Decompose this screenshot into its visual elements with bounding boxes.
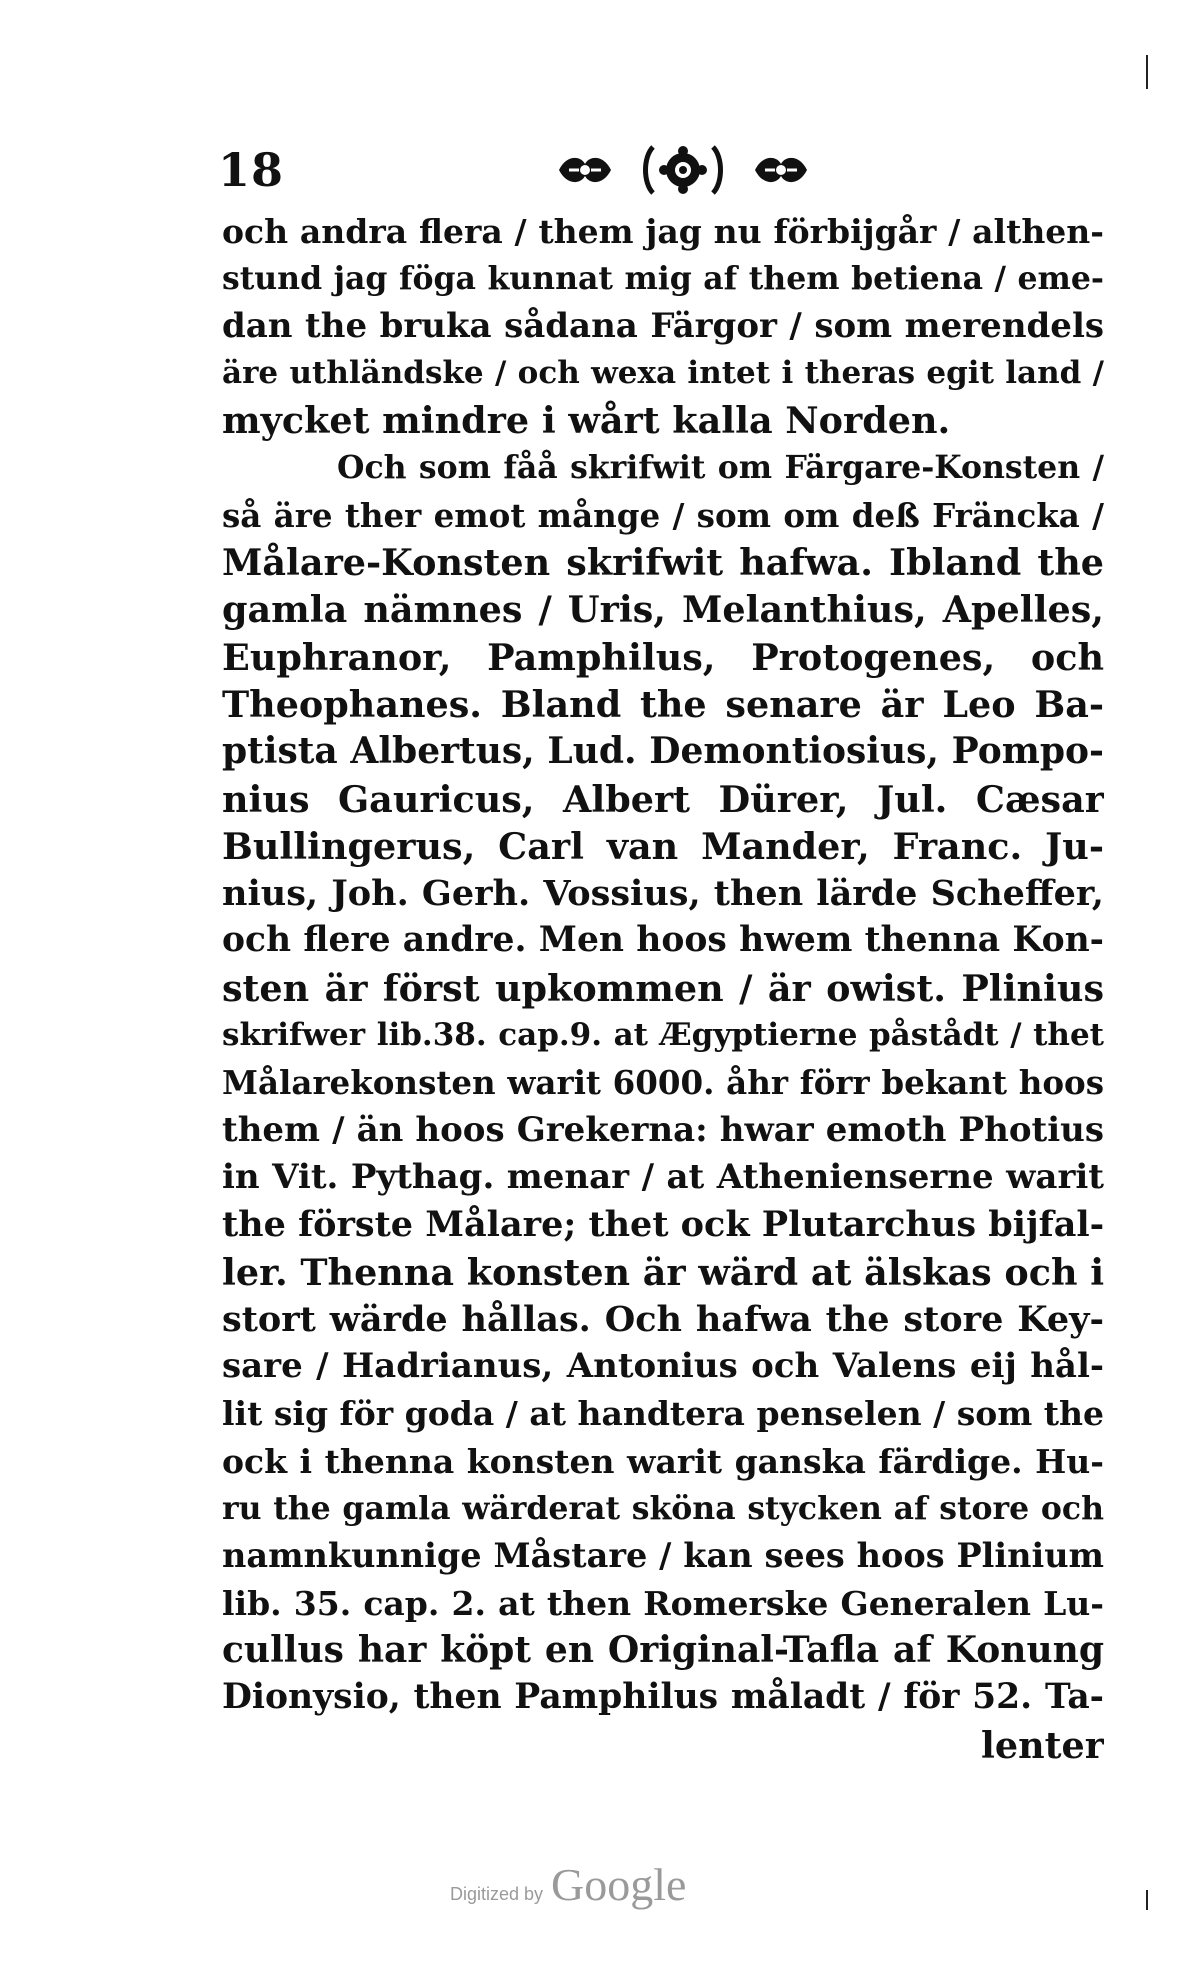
page-header (218, 135, 1098, 205)
center-rosette-icon (641, 143, 725, 197)
text-line: dan the bruka sådana Färgor / som merendels (222, 305, 1104, 346)
text-line: ptista Albertus, Lud. Demontiosius, Pompo- (222, 730, 1104, 773)
text-line: Dionysio, then Pamphilus måladt / för 52. Ta- (222, 1677, 1104, 1718)
page-number: 18 (218, 143, 285, 197)
header-ornament (523, 135, 843, 205)
watermark-prefix: Digitized by (450, 1884, 544, 1904)
right-fleuron-icon (751, 150, 811, 190)
paragraph-start-line: Och som fåå skrifwit om Färgare-Konsten / (337, 449, 1104, 487)
text-line: och flere andre. Men hoos hwem thenna Kon- (222, 920, 1104, 961)
text-line: äre uthländske / och wexa intet i theras egit land / (222, 354, 1104, 391)
scan-edge-mark (1146, 1890, 1148, 1910)
text-line: nius, Joh. Gerh. Vossius, then lärde Scheffer, (222, 873, 1104, 915)
text-line: Euphranor, Pamphilus, Protogenes, och (222, 635, 1104, 679)
text-line: gamla nämnes / Uris, Melanthius, Apelles, (222, 588, 1104, 632)
text-line: cullus har köpt en Original-Tafla af Konung (222, 1628, 1104, 1671)
text-line: sten är först upkommen / är owist. Plinius (222, 966, 1104, 1010)
text-line: stund jag föga kunnat mig af them betiena / eme- (222, 260, 1104, 298)
text-line: så äre ther emot månge / som om deß Fräncka / (222, 495, 1104, 535)
text-line: Bullingerus, Carl van Mander, Franc. Ju- (222, 824, 1104, 868)
text-line: nius Gauricus, Albert Dürer, Jul. Cæsar (222, 777, 1104, 821)
digitization-watermark (450, 1858, 730, 1918)
text-line: in Vit. Pythag. menar / at Athenienserne warit (222, 1156, 1104, 1197)
text-line: och andra flera / them jag nu förbijgår / althen- (222, 212, 1104, 251)
text-line: skrifwer lib.38. cap.9. at Ægyptierne påstådt / thet (222, 1017, 1104, 1054)
body-text (222, 208, 1104, 1769)
text-line: lit sig för goda / at handtera penselen / som the (222, 1394, 1104, 1434)
scan-edge-mark (1146, 55, 1148, 89)
text-line: namnkunnige Måstare / kan sees hoos Plinium (222, 1536, 1104, 1576)
text-line: stort wärde hållas. Och hafwa the store Key- (222, 1298, 1104, 1340)
text-line: Målarekonsten warit 6000. åhr förr bekant hoos (222, 1063, 1104, 1103)
text-line: ock i thenna konsten warit ganska färdige. Hu- (222, 1441, 1104, 1481)
text-line: lib. 35. cap. 2. at then Romerske Generalen Lu- (222, 1583, 1104, 1623)
text-line: ru the gamla wärderat sköna stycken af store och (222, 1490, 1104, 1528)
text-line: ler. Thenna konsten är wärd at älskas och i (222, 1250, 1104, 1294)
catchword-line: lenter (981, 1723, 1104, 1767)
text-line: the förste Målare; thet ock Plutarchus bijfal- (222, 1204, 1104, 1246)
text-line: Målare-Konsten skrifwit hafwa. Ibland the (222, 541, 1104, 585)
left-fleuron-icon (555, 150, 615, 190)
text-line: Theophanes. Bland the senare är Leo Ba- (222, 682, 1104, 726)
watermark-brand: Google (551, 1859, 687, 1910)
text-line: mycket mindre i wårt kalla Norden. (222, 399, 951, 443)
text-line: them / än hoos Grekerna: hwar emoth Photius (222, 1109, 1104, 1150)
text-line: sare / Hadrianus, Antonius och Valens eij hål- (222, 1346, 1104, 1387)
